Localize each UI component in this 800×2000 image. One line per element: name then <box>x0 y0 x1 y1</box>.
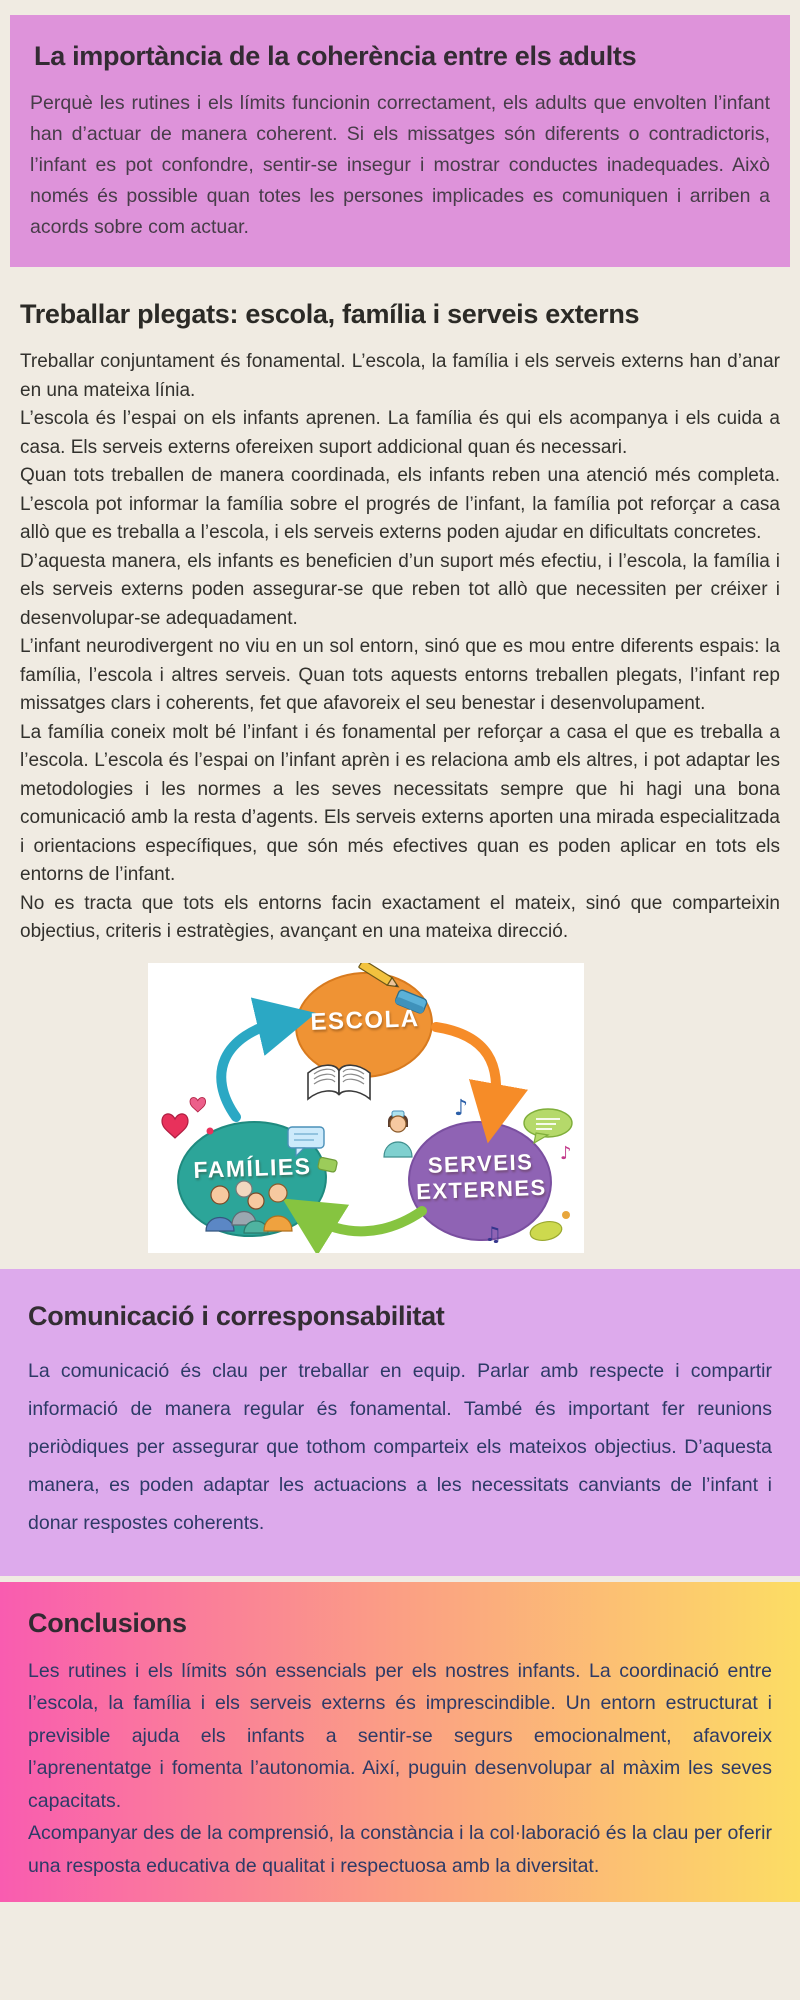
paragraph: D’aquesta manera, els infants es beneficien d’un suport més efectiu, i l’escola, la família i els serveis externs poden assegurar-se que reben tot allò que necessiten per créixer i desenvolupar-se adequadament. <box>20 550 780 629</box>
section-comunicacio-title: Comunicació i corresponsabilitat <box>28 1300 445 1331</box>
arrow-families-to-escola-icon <box>221 1021 282 1117</box>
paragraph: Les rutines i els límits són essencials per els nostres infants. La coordinació entre l’escola, la família i els serveis externs és imprescindible. Un entorn estructurat i previsible ajuda els infants a sentir-se segurs emocionalment, afavoreix l’aprenentatge i fomenta l’autonomia. Així, puguin desenvolupar al màxim les seves capacitats. <box>28 1659 772 1812</box>
paragraph: No es tracta que tots els entorns facin exactament el mateix, sinó que comparteixin objectius, criteris i estratègies, avançant en una mateixa direcció. <box>20 892 780 942</box>
paragraph: Treballar conjuntament és fonamental. L’escola, la família i els serveis externs han d’anar en una mateixa línia. <box>20 351 780 401</box>
section-comunicacio-body: La comunicació és clau per treballar en equip. Parlar amb respecte i compartir informació de manera regular és fonamental. També és important fer reunions periòdiques per assegurar que tothom comparteix els mateixos objectius. D’aquesta manera, es poden adaptar les actuacions a les necessitats canviants de l’infant i donar respostes coherents. <box>28 1359 772 1534</box>
section-coherencia-title: La importància de la coherència entre els adults <box>34 41 637 71</box>
section-coherencia <box>10 15 790 267</box>
music-note-icon: ♫ <box>484 1221 502 1246</box>
section-coherencia-body: Perquè les rutines i els límits funcionin correctament, els adults que envolten l’infant han d’actuar de manera coherent. Si els missatges són diferents o contradictoris, l’infant es pot confondre, sentir-se insegur i mostrar conductes inadequades. Això només és possible quan totes les persones implicades es comuniquen i arriben a acords sobre com actuar. <box>30 92 770 238</box>
nurse-icon <box>384 1111 412 1157</box>
speech-bubble-green-icon <box>524 1109 572 1143</box>
families-label: FAMÍLIES <box>193 1152 312 1183</box>
section-conclusions-title: Conclusions <box>28 1607 187 1638</box>
heart-bubble-icon <box>190 1097 206 1111</box>
paragraph: L’infant neurodivergent no viu en un sol entorn, sinó que es mou entre diferents espais: la família, l’escola i altres serveis. Quan tots aquests entorns treballen plegats, l’infant rep missatges clars i coherents, fet que afavoreix el seu benestar i desenvolupament. <box>20 636 780 714</box>
paragraph: L’escola és l’espai on els infants aprenen. La família és qui els acompanya i els cuida a casa. Els serveis externs ofereixen suport addicional quan és necessari. <box>20 408 780 458</box>
dot-icon <box>207 1127 214 1134</box>
music-note-icon: ♪ <box>560 1142 572 1164</box>
section-treballar <box>0 267 800 1253</box>
dot-icon <box>562 1211 570 1219</box>
escola-label: ESCOLA <box>310 1004 420 1036</box>
music-note-icon: ♪ <box>454 1095 469 1121</box>
paragraph: Acompanyar des de la comprensió, la constància i la col·laboració és la clau per oferir una resposta educativa de qualitat i respectuosa amb la diversitat. <box>28 1822 772 1877</box>
arrow-serveis-to-families-icon <box>312 1211 422 1231</box>
section-comunicacio <box>0 1269 800 1576</box>
section-treballar-title: Treballar plegats: escola, família i serveis externs <box>20 299 640 329</box>
book-icon <box>308 1065 370 1099</box>
serveis-externes-label: SERVEIS EXTERNES <box>415 1148 548 1204</box>
paragraph: Quan tots treballen de manera coordinada, els infants reben una atenció més completa. L’escola pot informar la família sobre el progrés de l’infant, la família pot reforçar a casa allò que es treballa a l’escola, i els serveis externs poden ajudar en dificultats concretes. <box>20 465 780 543</box>
section-conclusions <box>0 1582 800 1903</box>
heart-icon <box>162 1113 188 1137</box>
collaboration-diagram <box>148 963 584 1253</box>
paragraph: La família coneix molt bé l’infant i és fonamental per reforçar a casa el que es treballa a l’escola. L’escola és l’espai on l’infant aprèn i es relaciona amb els altres, i pot adaptar les metodologies i les normes a les seves necessitats sempre que hi hagi una bona comunicació amb la resta d’agents. Els serveis externs aporten una mirada especialitzada i orientacions específiques, que són més efectives quan es poden aplicar en tots els entorns de l’infant. <box>20 721 780 885</box>
leaf-dot-icon <box>528 1218 563 1242</box>
